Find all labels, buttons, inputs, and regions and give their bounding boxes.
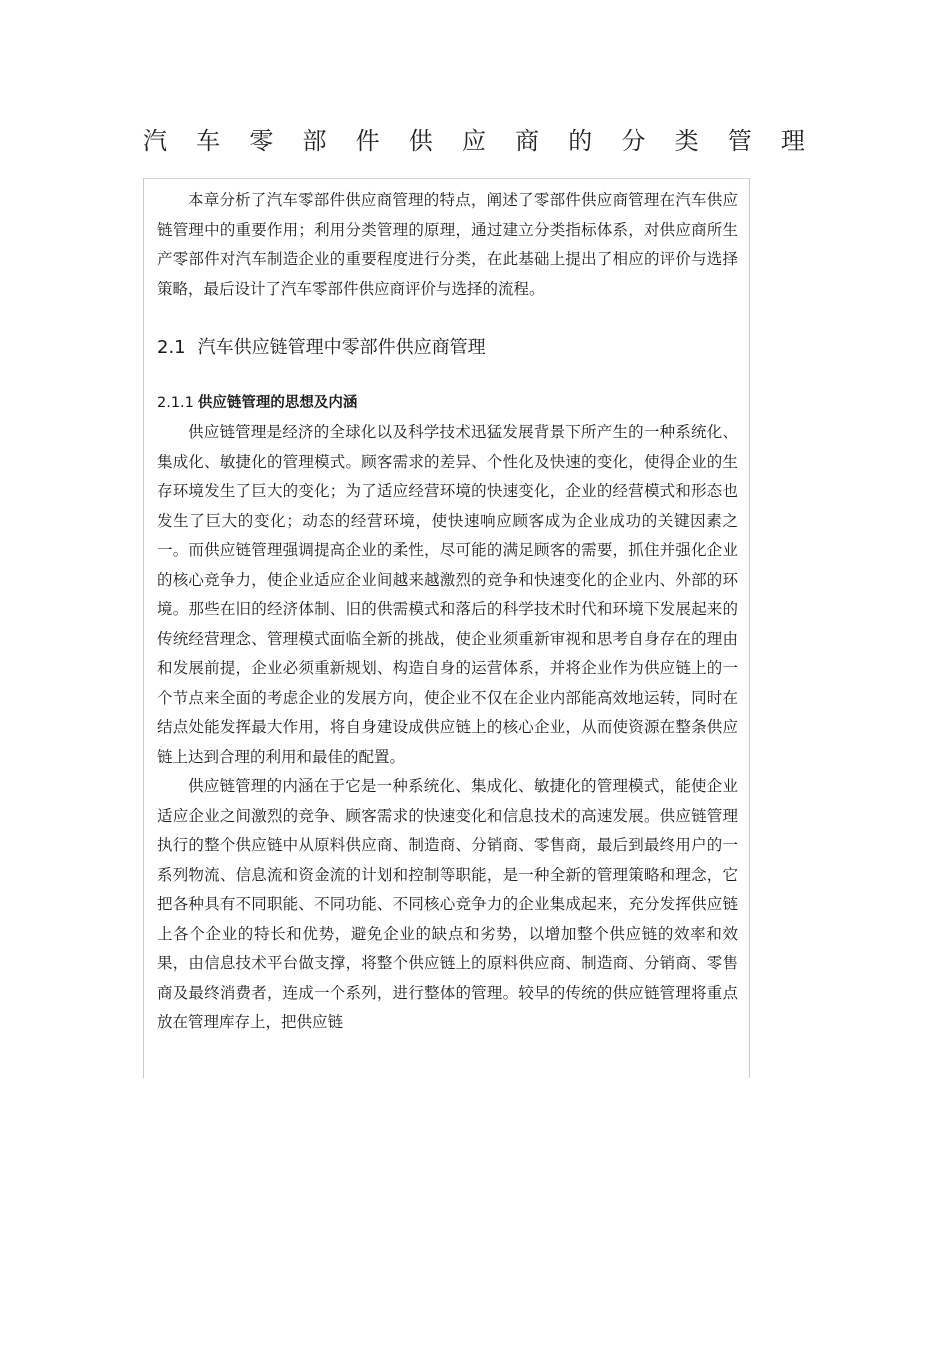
document-title (143, 124, 805, 158)
title-char: 分 (621, 127, 646, 155)
title-char: 件 (355, 127, 380, 155)
title-char: 应 (461, 127, 486, 155)
body-paragraph-2: 供应链管理的内涵在于它是一种系统化、集成化、敏捷化的管理模式，能使企业适应企业之间激烈的竞争、顾客需求的快速变化和信息技术的高速发展。供应链管理执行的整个供应链中从原料供应商、制造商、分销商、零售商，最后到最终用户的一系列物流、信息流和资金流的计划和控制等职能，是一种全新的管理策略和理念，它把各种具有不同职能、不同功能、不同核心竞争力的企业集成起来，充分发挥供应链上各个企业的特长和优势，避免企业的缺点和劣势，以增加整个供应链的效率和效果，由信息技术平台做支撑，将整个供应链上的原料供应商、制造商、分销商、零售商及最终消费者，连成一个系列，进行整体的管理。较早的传统的供应链管理将重点放在管理库存上，把供应链 (157, 777, 738, 1031)
title-char: 零 (249, 127, 274, 155)
title-char: 理 (780, 127, 805, 155)
subsection-heading (157, 390, 738, 416)
section-title: 汽车供应链管理中零部件供应商管理 (197, 337, 486, 358)
title-char: 供 (408, 127, 433, 155)
section-number: 2.1 (157, 337, 186, 358)
document-body (157, 186, 738, 1038)
title-char: 管 (727, 127, 752, 155)
body-text (157, 418, 738, 1038)
title-char: 汽 (143, 127, 167, 155)
title-char: 的 (568, 127, 593, 155)
body-paragraph-1: 供应链管理是经济的全球化以及科学技术迅猛发展背景下所产生的一种系统化、集成化、敏捷化的管理模式。顾客需求的差异、个性化及快速的变化，使得企业的生存环境发生了巨大的变化；为了适应经营环境的快速变化，企业的经营模式和形态也发生了巨大的变化；动态的经营环境，使快速响应顾客成为企业成功的关键因素之一。而供应链管理强调提高企业的柔性，尽可能的满足顾客的需要，抓住并强化企业的核心竞争力，使企业适应企业间越来越激烈的竞争和快速变化的企业内、外部的环境。那些在旧的经济体制、旧的供需模式和落后的科学技术时代和环境下发展起来的传统经营理念、管理模式面临全新的挑战，使企业须重新审视和思考自身存在的理由和发展前提，企业必须重新规划、构造自身的运营体系，并将企业作为供应链上的一个节点来全面的考虑企业的发展方向，使企业不仅在企业内部能高效地运转，同时在结点处能发挥最大作用，将自身建设成供应链上的核心企业，从而使资源在整条供应链上达到合理的利用和最佳的配置。 (157, 423, 738, 766)
section-heading (157, 333, 738, 363)
title-char: 部 (302, 127, 327, 155)
title-char: 类 (674, 127, 699, 155)
subsection-number: 2.1.1 (157, 395, 194, 411)
subsection-title: 供应链管理的思想及内涵 (197, 395, 358, 411)
intro-paragraph: 本章分析了汽车零部件供应商管理的特点，阐述了零部件供应商管理在汽车供应链管理中的重要作用；利用分类管理的原理，通过建立分类指标体系，对供应商所生产零部件对汽车制造企业的重要程度进行分类，在此基础上提出了相应的评价与选择策略，最后设计了汽车零部件供应商评价与选择的流程。 (157, 191, 738, 298)
title-char: 车 (196, 127, 221, 155)
title-char: 商 (515, 127, 540, 155)
